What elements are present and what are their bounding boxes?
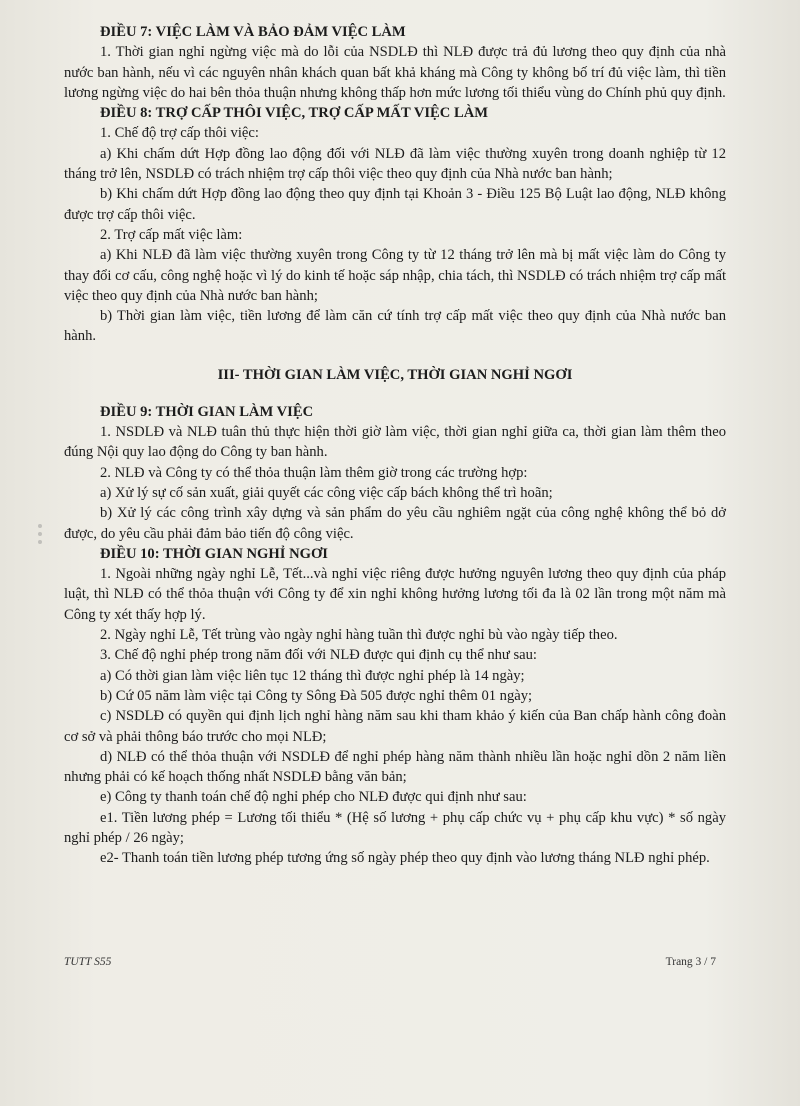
chapter-3-heading: III- THỜI GIAN LÀM VIỆC, THỜI GIAN NGHỈ NGƠI (217, 366, 573, 383)
article-9-paragraph-2: 2. NLĐ và Công ty có thể thỏa thuận làm thêm giờ trong các trường hợp: (100, 464, 528, 481)
article-9-paragraph-4: b) Xử lý các công trình xây dựng và sản phẩm do yêu cầu nghiêm ngặt của công nghệ không thể bỏ dở được, do yêu cầu phải đảm bảo tiến độ công việc. (64, 505, 726, 542)
article-10-heading: ĐIỀU 10: THỜI GIAN NGHỈ NGƠI (100, 545, 328, 562)
article-9-paragraph-1: 1. NSDLĐ và NLĐ tuân thủ thực hiện thời giờ làm việc, thời gian nghỉ giữa ca, thời gian làm thêm theo đúng Nội quy lao động do Công ty ban hành. (64, 424, 726, 461)
article-7-heading: ĐIỀU 7: VIỆC LÀM VÀ BẢO ĐẢM VIỆC LÀM (100, 24, 406, 40)
article-10-paragraph-6: c) NSDLĐ có quyền qui định lịch nghỉ hàng năm sau khi tham khảo ý kiến của Ban chấp hành công đoàn cơ sở và phải thông báo trước cho mọi NLĐ; (64, 708, 726, 745)
article-8-paragraph-3: b) Khi chấm dứt Hợp đồng lao động theo quy định tại Khoản 3 - Điều 125 Bộ Luật lao động, NLĐ không được trợ cấp thôi việc. (64, 186, 726, 223)
article-10-paragraph-7: d) NLĐ có thể thỏa thuận với NSDLĐ để nghỉ phép hàng năm thành nhiều lần hoặc nghỉ dồn 2 năm liền nhưng phải có kế hoạch thống nhất NSDLĐ bằng văn bản; (64, 748, 726, 786)
article-10-paragraph-10: e2- Thanh toán tiền lương phép tương ứng số ngày phép theo quy định vào lương tháng NLĐ nghỉ phép. (100, 850, 710, 867)
article-10-paragraph-3: 3. Chế độ nghỉ phép trong năm đối với NLĐ được qui định cụ thể như sau: (100, 647, 537, 664)
article-8-paragraph-6: b) Thời gian làm việc, tiền lương để làm căn cứ tính trợ cấp mất việc theo quy định của Nhà nước ban hành. (64, 308, 726, 345)
article-10-paragraph-5: b) Cứ 05 năm làm việc tại Công ty Sông Đà 505 được nghỉ thêm 01 ngày; (100, 687, 533, 704)
article-8-paragraph-4: 2. Trợ cấp mất việc làm: (100, 226, 243, 243)
article-10-paragraph-8: e) Công ty thanh toán chế độ nghỉ phép cho NLĐ được qui định như sau: (100, 789, 527, 806)
article-9-paragraph-3: a) Xử lý sự cố sản xuất, giải quyết các công việc cấp bách không thể trì hoãn; (100, 484, 553, 501)
scan-edge-speckle (34, 520, 48, 560)
footer-page-number: Trang 3 / 7 (665, 956, 716, 968)
article-10-paragraph-9: e1. Tiền lương phép = Lương tối thiểu * (Hệ số lương + phụ cấp chức vụ + phụ cấp khu vực) * số ngày nghỉ phép / 26 ngày; (64, 809, 726, 846)
article-10-paragraph-4: a) Có thời gian làm việc liên tục 12 tháng thì được nghỉ phép là 14 ngày; (100, 667, 525, 684)
article-7-paragraph-1: 1. Thời gian nghỉ ngừng việc mà do lỗi của NSDLĐ thì NLĐ được trả đủ lương theo quy định của nhà nước ban hành, nếu vì các nguyên nhân khách quan bất khả kháng mà Công ty không bố trí đủ việc làm, thì tiền lương ngừng việc do hai bên thỏa thuận nhưng không thấp hơn mức lương tối thiểu vùng do Chính phủ quy định. (64, 44, 726, 101)
article-10-paragraph-2: 2. Ngày nghỉ Lễ, Tết trùng vào ngày nghỉ hàng tuần thì được nghỉ bù vào ngày tiếp theo. (100, 627, 618, 644)
article-8-paragraph-5: a) Khi NLĐ đã làm việc thường xuyên trong Công ty từ 12 tháng trở lên mà bị mất việc làm do Công ty thay đổi cơ cấu, công nghệ hoặc vì lý do kinh tế hoặc sáp nhập, chia tách, thì NSDLĐ có trách nhiệm trợ cấp mất việc theo quy định của Nhà nước ban hành; (64, 247, 726, 304)
article-9-heading: ĐIỀU 9: THỜI GIAN LÀM VIỆC (100, 403, 314, 420)
article-8-paragraph-2: a) Khi chấm dứt Hợp đồng lao động đối với NLĐ đã làm việc thường xuyên trong doanh nghiệp từ 12 tháng trở lên, NSDLĐ có trách nhiệm trợ cấp thôi việc theo quy định của Nhà nước ban hành; (64, 145, 726, 183)
document-body (64, 22, 726, 869)
footer-doc-code: TUTT S55 (64, 956, 112, 968)
article-8-heading: ĐIỀU 8: TRỢ CẤP THÔI VIỆC, TRỢ CẤP MẤT VIỆC LÀM (100, 105, 489, 122)
article-8-paragraph-1: 1. Chế độ trợ cấp thôi việc: (100, 125, 259, 142)
article-10-paragraph-1: 1. Ngoài những ngày nghỉ Lễ, Tết...và nghỉ việc riêng được hưởng nguyên lương theo quy định của pháp luật, thì NLĐ có thể thỏa thuận với Công ty để xin nghỉ không hưởng lương tối đa là 02 lần trong một năm mà Công ty xét thấy hợp lý. (64, 566, 726, 623)
